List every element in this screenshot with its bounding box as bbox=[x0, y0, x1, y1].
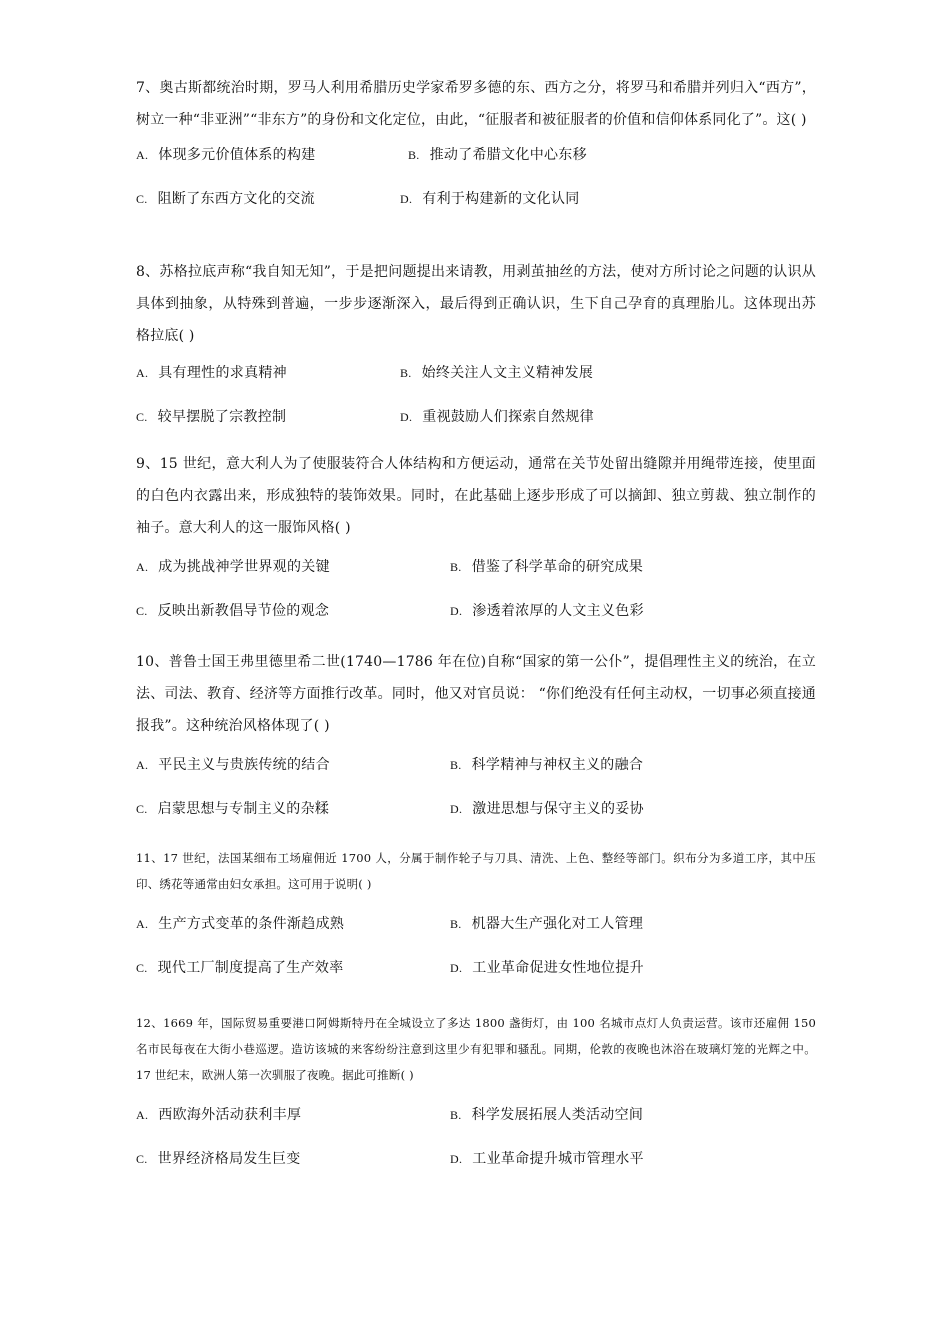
option-d[interactable]: D. 工业革命促进女性地位提升 bbox=[450, 960, 644, 976]
question-10 bbox=[136, 646, 816, 844]
option-c[interactable]: C. 反映出新教倡导节俭的观念 bbox=[136, 603, 330, 619]
options bbox=[136, 556, 816, 646]
option-c[interactable]: C. 启蒙思想与专制主义的杂糅 bbox=[136, 801, 330, 817]
option-b[interactable]: B. 推动了希腊文化中心东移 bbox=[408, 147, 587, 163]
option-b[interactable]: B. 借鉴了科学革命的研究成果 bbox=[450, 559, 644, 575]
option-b[interactable]: B. 科学发展拓展人类活动空间 bbox=[450, 1107, 644, 1123]
options bbox=[136, 362, 816, 452]
option-c[interactable]: C. 阻断了东西方文化的交流 bbox=[136, 191, 315, 207]
question-stem: 10、普鲁士国王弗里德里希二世(1740—1786 年在位)自称“国家的第一公仆”，提倡理性主义的统治，在立法、司法、教育、经济等方面推行改革。同时，他又对官员说： “你们绝没有任何主动权，一切事必须直接通报我”。这种统治风格体现了( ) bbox=[136, 654, 816, 734]
question-9 bbox=[136, 448, 816, 646]
option-b[interactable]: B. 机器大生产强化对工人管理 bbox=[450, 916, 644, 932]
question-11 bbox=[136, 845, 816, 1003]
question-stem: 9、15 世纪，意大利人为了使服装符合人体结构和方便运动，通常在关节处留出缝隙并用绳带连接，使里面的白色内衣露出来，形成独特的装饰效果。同时，在此基础上逐步形成了可以摘卸、独立剪裁、独立制作的袖子。意大利人的这一服饰风格( ) bbox=[136, 456, 816, 536]
options bbox=[136, 754, 816, 844]
option-a[interactable]: A. 西欧海外活动获利丰厚 bbox=[136, 1107, 302, 1123]
option-d[interactable]: D. 激进思想与保守主义的妥协 bbox=[450, 801, 644, 817]
question-8 bbox=[136, 256, 816, 452]
question-stem: 11、17 世纪，法国某细布工场雇佣近 1700 人，分属于制作轮子与刀具、清洗、上色、整经等部门。织布分为多道工序，其中压印、绣花等通常由妇女承担。这可用于说明( ) bbox=[136, 851, 816, 891]
option-a[interactable]: A. 生产方式变革的条件渐趋成熟 bbox=[136, 916, 345, 932]
options bbox=[136, 1104, 816, 1194]
option-b[interactable]: B. 始终关注人文主义精神发展 bbox=[400, 365, 594, 381]
option-a[interactable]: A. 具有理性的求真精神 bbox=[136, 365, 287, 381]
question-stem: 12、1669 年，国际贸易重要港口阿姆斯特丹在全城设立了多达 1800 盏街灯，由 100 名城市点灯人负责运营。该市还雇佣 150 名市民每夜在大街小巷巡逻。造访该城的来客纷纷注意到这里少有犯罪和骚乱。同期，伦敦的夜晚也沐浴在玻璃灯笼的光辉之中。17 世纪末，欧洲人第一次驯服了夜晚。据此可推断( ) bbox=[136, 1016, 816, 1082]
question-stem: 8、苏格拉底声称“我自知无知”，于是把问题提出来请教，用剥茧抽丝的方法，使对方所讨论之问题的认识从具体到抽象，从特殊到普遍，一步步逐渐深入，最后得到正确认识，生下自己孕育的真理胎儿。这体现出苏格拉底( ) bbox=[136, 264, 816, 344]
question-stem: 7、奥古斯都统治时期，罗马人利用希腊历史学家希罗多德的东、西方之分，将罗马和希腊并列归入“西方”，树立一种“非亚洲”“非东方”的身份和文化定位，由此，“征服者和被征服者的价值和信仰体系同化了”。这( ) bbox=[136, 80, 816, 128]
option-d[interactable]: D. 工业革命提升城市管理水平 bbox=[450, 1151, 644, 1167]
option-c[interactable]: C. 世界经济格局发生巨变 bbox=[136, 1151, 301, 1167]
options bbox=[136, 144, 816, 234]
option-d[interactable]: D. 有利于构建新的文化认同 bbox=[400, 191, 580, 207]
option-a[interactable]: A. 体现多元价值体系的构建 bbox=[136, 147, 316, 163]
option-c[interactable]: C. 较早摆脱了宗教控制 bbox=[136, 409, 287, 425]
option-c[interactable]: C. 现代工厂制度提高了生产效率 bbox=[136, 960, 344, 976]
options bbox=[136, 913, 816, 1003]
option-a[interactable]: A. 成为挑战神学世界观的关键 bbox=[136, 559, 330, 575]
option-d[interactable]: D. 渗透着浓厚的人文主义色彩 bbox=[450, 603, 644, 619]
question-12 bbox=[136, 1010, 816, 1194]
option-b[interactable]: B. 科学精神与神权主义的融合 bbox=[450, 757, 644, 773]
question-7 bbox=[136, 72, 816, 234]
option-a[interactable]: A. 平民主义与贵族传统的结合 bbox=[136, 757, 330, 773]
option-d[interactable]: D. 重视鼓励人们探索自然规律 bbox=[400, 409, 594, 425]
